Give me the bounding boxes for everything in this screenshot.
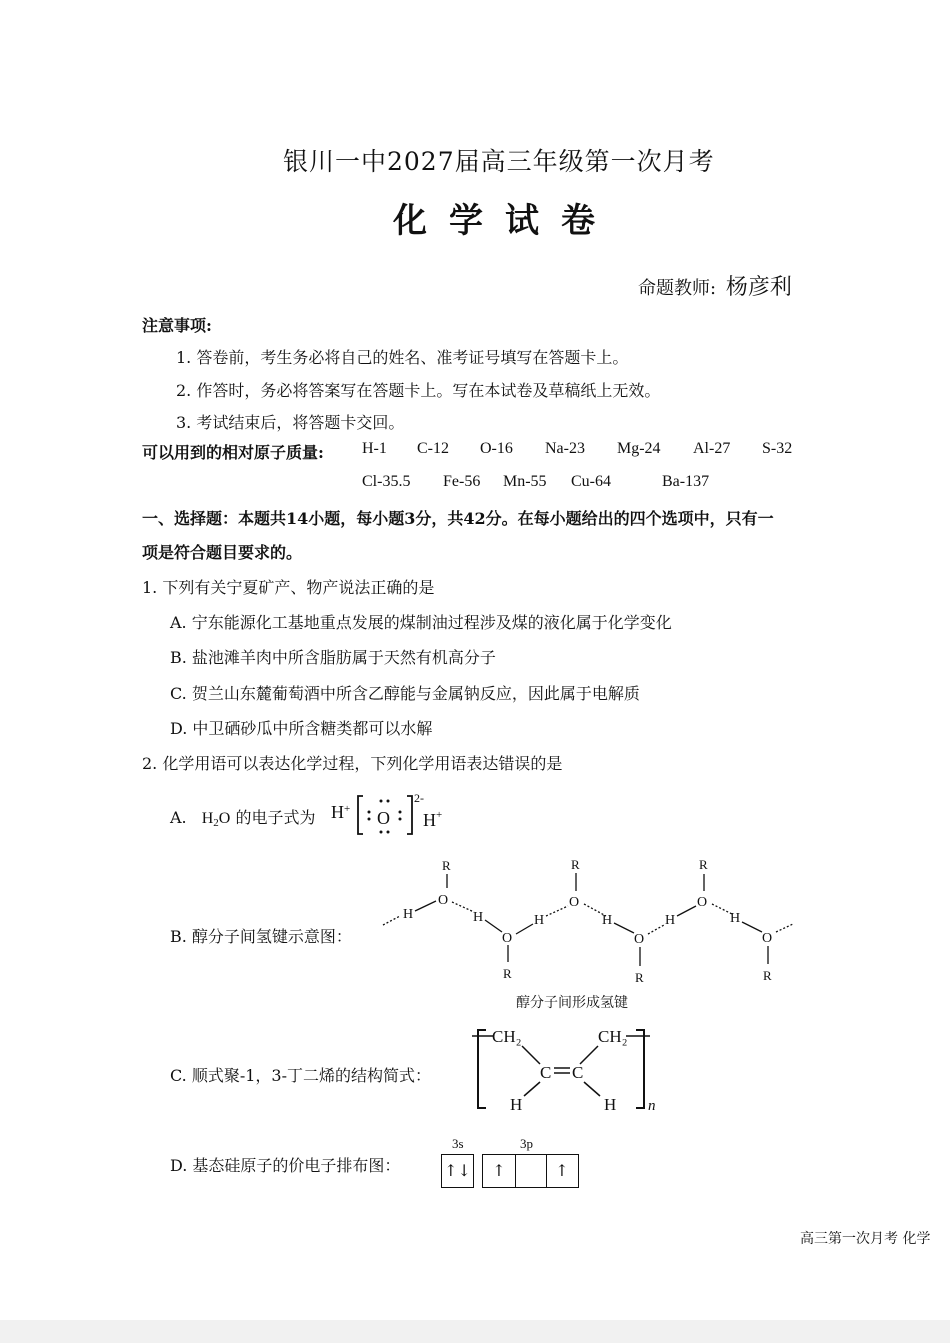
svg-text:H: H <box>534 913 545 928</box>
svg-text:R: R <box>635 970 644 985</box>
masses-label: 可以用到的相对原子质量: <box>142 443 324 462</box>
svg-text:C: C <box>572 1063 584 1082</box>
mass-item: Al-27 <box>693 440 731 457</box>
oxide-electron-diagram <box>355 788 465 840</box>
charge-label: 2- <box>414 791 424 805</box>
mass-item: Na-23 <box>545 440 585 457</box>
note-item: 2. 作答时，务必将答案写在答题卡上。写在本试卷及草稿纸上无效。 <box>176 381 661 400</box>
plus-left: + <box>344 803 351 815</box>
formula-sub: 2 <box>213 817 219 829</box>
orbital-3s-box: ↑↓ <box>441 1154 474 1188</box>
svg-text:R: R <box>442 858 451 873</box>
author-name: 杨彦利 <box>725 275 792 300</box>
orbital-3p-box: ↑ <box>482 1154 516 1188</box>
svg-text:R: R <box>699 857 708 872</box>
note-item: 1. 答卷前，考生务必将自己的姓名、准考证号填写在答题卡上。 <box>176 348 629 367</box>
q1-option-c: C. 贺兰山东麓葡萄酒中所含乙醇能与金属钠反应，因此属于电解质 <box>170 684 640 703</box>
mass-item: Cu-64 <box>571 473 611 490</box>
notes-heading: 注意事项: <box>142 316 212 335</box>
svg-text:R: R <box>763 968 772 983</box>
q2-option-d: D. 基态硅原子的价电子排布图： <box>170 1156 401 1175</box>
mass-item: Cl-35.5 <box>362 473 411 490</box>
section-line: 一、选择题：本题共14小题，每小题3分，共42分。在每小题给出的四个选项中，只有一 <box>142 509 774 528</box>
mass-item: Mn-55 <box>503 473 547 490</box>
hplus-right: H <box>423 810 436 830</box>
oxygen-symbol: O <box>377 808 390 828</box>
q1-stem: 1. 下列有关宁夏矿产、物产说法正确的是 <box>142 578 435 597</box>
mass-item: Mg-24 <box>617 440 661 457</box>
orbital-3s-label: 3s <box>452 1136 464 1151</box>
polybutadiene-structure <box>470 1018 670 1118</box>
q2-option-c: C. 顺式聚-1，3-丁二烯的结构简式： <box>170 1066 432 1085</box>
q1-option-b: B. 盐池滩羊肉中所含脂肪属于天然有机高分子 <box>170 648 496 667</box>
page-bottom-strip <box>0 1320 950 1343</box>
q2-stem: 2. 化学用语可以表达化学过程，下列化学用语表达错误的是 <box>142 754 563 773</box>
svg-text:H: H <box>403 907 414 922</box>
svg-text:R: R <box>503 966 512 981</box>
svg-text:H: H <box>510 1095 523 1114</box>
svg-text:n: n <box>648 1098 656 1114</box>
page-footer: 高三第一次月考 化学 <box>800 1231 931 1247</box>
mass-item: H-1 <box>362 440 387 457</box>
mass-item: Ba-137 <box>662 473 710 490</box>
svg-text:O: O <box>762 931 773 946</box>
option-a-text: 的电子式为 <box>235 808 316 827</box>
formula-o: O <box>218 810 231 827</box>
mass-item: C-12 <box>417 440 449 457</box>
svg-text:O: O <box>634 932 645 947</box>
exam-title: 银川一中2027届高三年级第一次月考 <box>283 147 715 176</box>
note-item: 3. 考试结束后，将答题卡交回。 <box>176 413 405 432</box>
mass-item: Fe-56 <box>443 473 481 490</box>
plus-right: + <box>436 809 443 821</box>
svg-text:C: C <box>540 1063 552 1082</box>
svg-text:H: H <box>665 913 676 928</box>
author-line <box>638 270 792 301</box>
svg-text:CH₂: CH₂ <box>492 1027 522 1046</box>
svg-text:H: H <box>473 910 484 925</box>
section-line: 项是符合题目要求的。 <box>142 543 303 562</box>
svg-text:R: R <box>571 857 580 872</box>
formula-h: H <box>201 810 214 827</box>
svg-text:CH₂: CH₂ <box>598 1027 628 1046</box>
mass-item: S-32 <box>762 440 793 457</box>
diagram-caption: 醇分子间形成氢键 <box>516 995 628 1011</box>
orbital-3p-box <box>514 1154 547 1188</box>
hplus-left: H <box>331 802 344 822</box>
option-letter: A. <box>170 808 187 827</box>
q2-option-b: B. 醇分子间氢键示意图： <box>170 927 352 946</box>
svg-text:H: H <box>602 913 613 928</box>
orbital-3p-label: 3p <box>520 1136 533 1151</box>
svg-text:O: O <box>502 931 513 946</box>
svg-text:O: O <box>438 893 449 908</box>
q1-option-a: A. 宁东能源化工基地重点发展的煤制油过程涉及煤的液化属于化学变化 <box>170 613 672 632</box>
svg-text:H: H <box>604 1095 617 1114</box>
orbital-3p-box: ↑ <box>546 1154 579 1188</box>
q1-option-d: D. 中卫硒砂瓜中所含糖类都可以水解 <box>170 719 433 738</box>
hydrogen-bond-diagram <box>378 850 798 990</box>
author-label: 命题教师: <box>638 278 717 299</box>
svg-text:H: H <box>730 911 741 926</box>
q2-option-a <box>170 805 315 829</box>
subject-title: 化学试卷 <box>393 201 617 241</box>
svg-text:O: O <box>569 895 580 910</box>
svg-text:O: O <box>697 895 708 910</box>
mass-item: O-16 <box>480 440 513 457</box>
electron-formula <box>331 802 350 823</box>
